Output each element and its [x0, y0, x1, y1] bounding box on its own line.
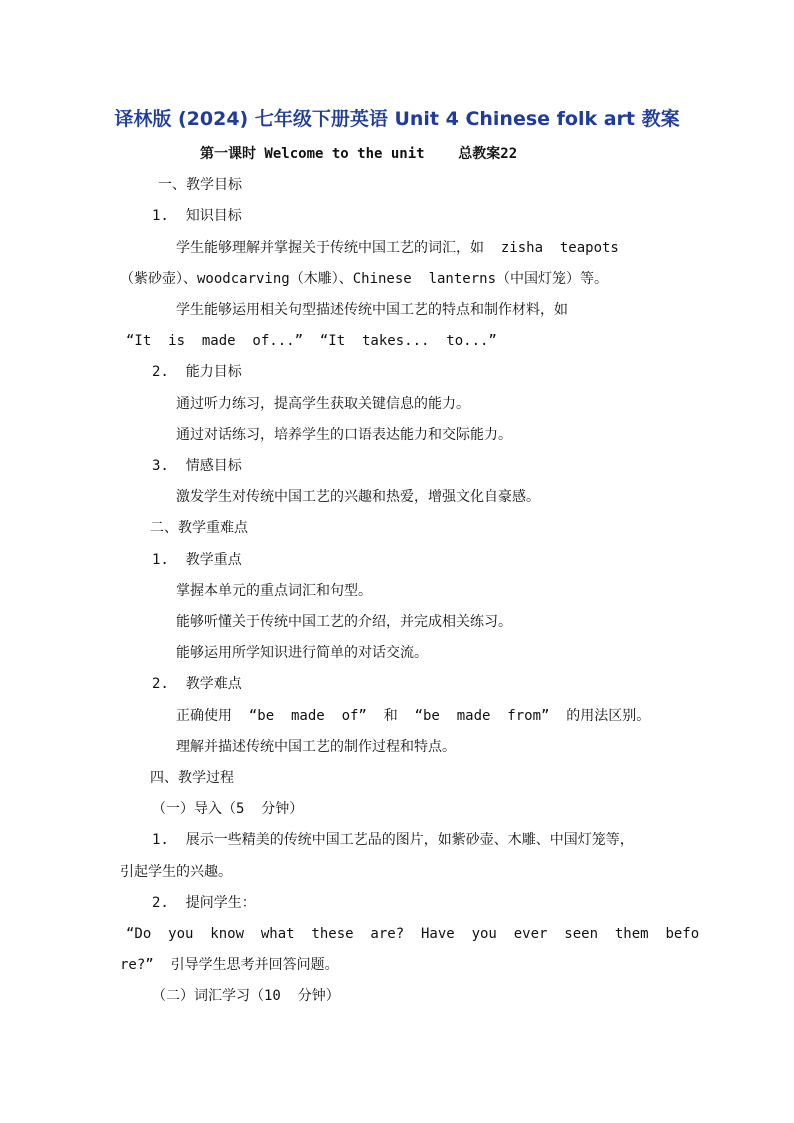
- paragraph-line: 学生能够运用相关句型描述传统中国工艺的特点和制作材料，如: [176, 302, 568, 318]
- paragraph-line: 理解并描述传统中国工艺的制作过程和特点。: [176, 739, 456, 755]
- section-heading: 四、教学过程: [150, 770, 234, 786]
- subsection-heading: （一）导入（5 分钟）: [152, 801, 304, 817]
- paragraph-line: 通过对话练习，培养学生的口语表达能力和交际能力。: [176, 427, 512, 443]
- paragraph-line: （紫砂壶）、woodcarving（木雕）、Chinese lanterns（中国灯笼）等。: [120, 271, 609, 287]
- paragraph-line: “It is made of...” “It takes... to...”: [126, 333, 497, 349]
- section-heading: 一、教学目标: [158, 177, 242, 193]
- subsection-heading: 2. 能力目标: [152, 364, 242, 380]
- paragraph-line: 1. 展示一些精美的传统中国工艺品的图片，如紫砂壶、木雕、中国灯笼等，: [152, 832, 634, 848]
- paragraph-line: re?” 引导学生思考并回答问题。: [120, 957, 339, 973]
- subsection-heading: 3. 情感目标: [152, 458, 242, 474]
- paragraph-line: 能够运用所学知识进行简单的对话交流。: [176, 645, 428, 661]
- subsection-heading: 2. 教学难点: [152, 676, 242, 692]
- paragraph-line: 激发学生对传统中国工艺的兴趣和热爱，增强文化自豪感。: [176, 489, 540, 505]
- paragraph-line: 引起学生的兴趣。: [120, 864, 232, 880]
- subsection-heading: （二）词汇学习（10 分钟）: [152, 988, 340, 1004]
- paragraph-line: 通过听力练习，提高学生获取关键信息的能力。: [176, 396, 470, 412]
- paragraph-line: “Do you know what these are? Have you ever seen them befo: [126, 926, 700, 942]
- subsection-heading: 1. 知识目标: [152, 208, 242, 224]
- paragraph-line: 正确使用 “be made of” 和 “be made from” 的用法区别。: [176, 708, 651, 724]
- paragraph-line: 2. 提问学生：: [152, 895, 256, 911]
- paragraph-line: 能够听懂关于传统中国工艺的介绍，并完成相关练习。: [176, 614, 512, 630]
- document-title: 译林版 (2024) 七年级下册英语 Unit 4 Chinese folk art 教案: [114, 108, 680, 130]
- lesson-subtitle: 第一课时 Welcome to the unit 总教案22: [200, 146, 518, 162]
- subsection-heading: 1. 教学重点: [152, 552, 242, 568]
- paragraph-line: 学生能够理解并掌握关于传统中国工艺的词汇，如 zisha teapots: [176, 240, 619, 256]
- paragraph-line: 掌握本单元的重点词汇和句型。: [176, 583, 372, 599]
- section-heading: 二、教学重难点: [150, 520, 248, 536]
